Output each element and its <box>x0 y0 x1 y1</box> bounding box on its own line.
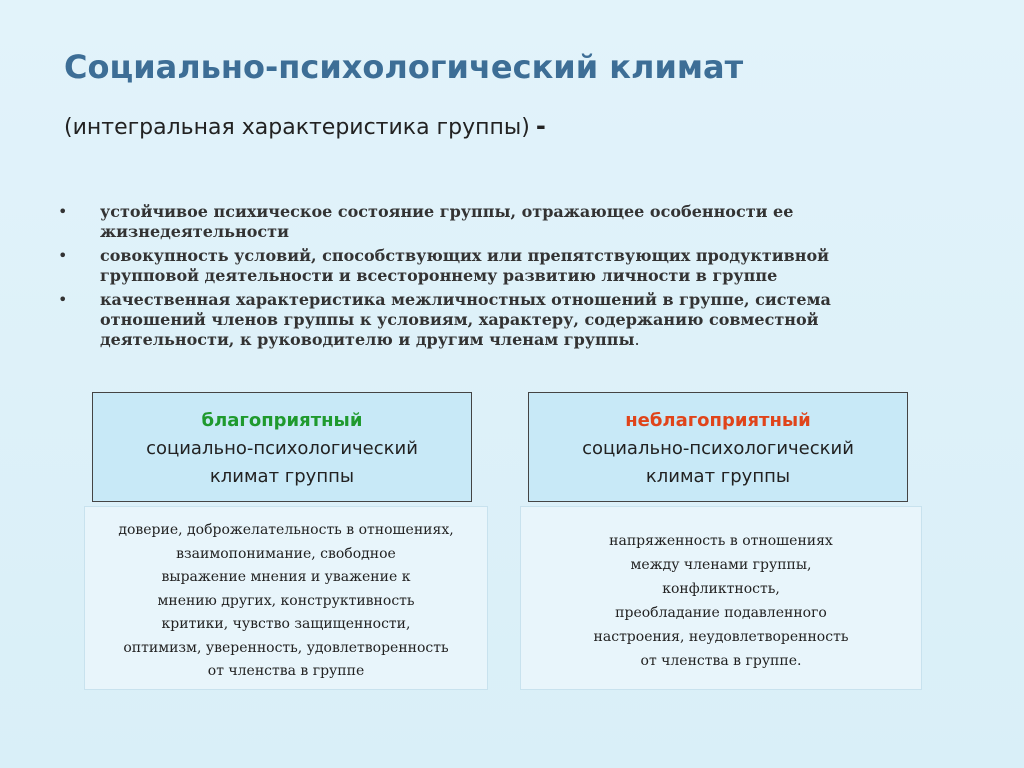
unfavorable-description-line: преобладание подавленного <box>615 605 827 621</box>
slide-subtitle <box>64 112 546 140</box>
unfavorable-description-line: настроения, неудовлетворенность <box>593 629 849 645</box>
bullet-icon: • <box>58 290 68 309</box>
favorable-climate-header <box>92 392 472 502</box>
unfavorable-line-1: социально-психологический <box>582 438 854 459</box>
favorable-description-line: мнению других, конструктивность <box>157 592 415 609</box>
favorable-description-line: взаимопонимание, свободное <box>176 545 396 562</box>
unfavorable-description <box>520 506 922 690</box>
favorable-description-line: оптимизм, уверенность, удовлетворенность <box>123 639 449 656</box>
definition-item <box>58 246 918 286</box>
unfavorable-description-line: конфликтность, <box>662 581 780 597</box>
bullet-icon: • <box>58 246 68 265</box>
subtitle-text: (интегральная характеристика группы) <box>64 115 530 140</box>
favorable-label: благоприятный <box>201 410 363 431</box>
unfavorable-description-line: от членства в группе. <box>640 653 802 669</box>
unfavorable-description-line: напряженность в отношениях <box>609 533 833 549</box>
unfavorable-label: неблагоприятный <box>625 410 811 431</box>
slide-title: Социально-психологический климат <box>64 48 744 86</box>
favorable-description-line: от членства в группе <box>207 663 365 679</box>
definition-text: совокупность условий, способствующих или препятствующих продуктивной групповой деятельности и всестороннему развитию личности в группе <box>100 246 830 285</box>
definition-item <box>58 202 918 242</box>
definition-item <box>58 290 918 350</box>
definition-text: устойчивое психическое состояние группы, отражающее особенности ее жизнедеятельности <box>100 202 794 241</box>
favorable-description-line: критики, чувство защищенности, <box>161 616 411 632</box>
definition-text: качественная характеристика межличностных отношений в группе, система отношений членов группы к условиям, характеру, содержанию совместной деятельности, к руководителю и другим членам группы <box>100 290 831 349</box>
favorable-line-1: социально-психологический <box>146 438 418 459</box>
unfavorable-line-2: климат группы <box>645 466 791 487</box>
bullet-icon: • <box>58 202 68 221</box>
favorable-description <box>84 506 488 690</box>
subtitle-dash: - <box>535 112 546 140</box>
definition-end: . <box>634 330 640 349</box>
unfavorable-description-line: между членами группы, <box>630 557 812 573</box>
unfavorable-climate-header <box>528 392 908 502</box>
favorable-description-line: выражение мнения и уважение к <box>161 569 411 585</box>
favorable-description-line: доверие, доброжелательность в отношениях, <box>118 522 454 538</box>
favorable-line-2: климат группы <box>209 466 355 487</box>
definition-list <box>58 202 918 354</box>
